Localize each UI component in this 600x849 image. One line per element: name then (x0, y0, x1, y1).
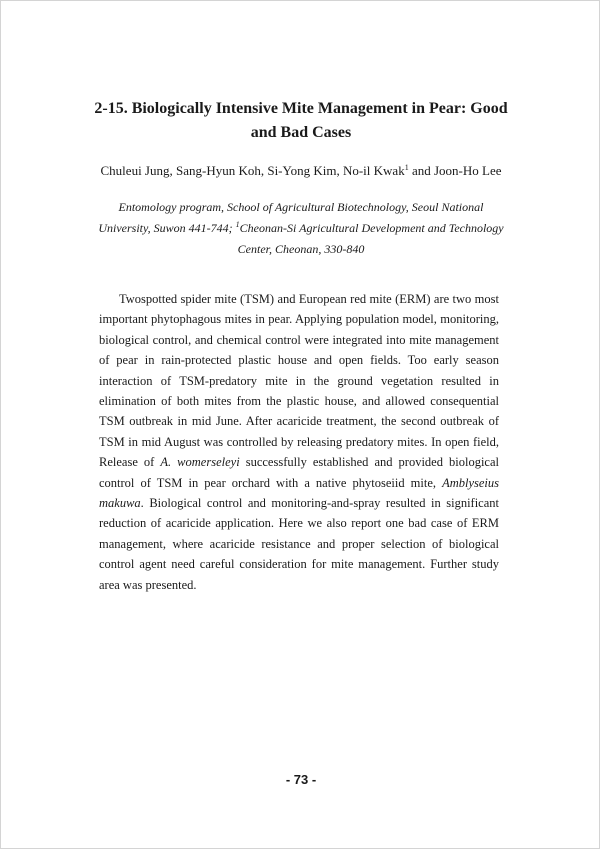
species-name-2: Amblyseius makuwa (99, 475, 499, 511)
author-names: Chuleui Jung, Sang-Hyun Koh, Si-Yong Kim, No-il Kwak (100, 163, 405, 178)
affiliation-line-2 (91, 218, 511, 239)
abstract-text-3: . Biological control and monitoring-and-spray resulted in significant reduction of acaricide application. Here we also report one bad case of ERM management, where acaricide resistance and proper selection of biological control agent need careful consideration for mite management. Further study area was presented. (99, 496, 499, 592)
author-list (61, 161, 541, 181)
author-affiliation-marker: 1 (404, 163, 409, 172)
affiliation (91, 197, 511, 260)
abstract-text-2: successfully established and provided biological control of TSM in pear orchard with a native phytoseiid mite, (99, 455, 500, 490)
paper-title (61, 97, 541, 145)
affiliation-line-1: Entomology program, School of Agricultural Biotechnology, Seoul National (118, 200, 484, 214)
page-number: - 73 - (285, 772, 317, 787)
affiliation-line-2-a: University, Suwon 441-744; (98, 221, 236, 235)
affiliation-marker: 1 (235, 220, 240, 229)
abstract-paragraph (99, 289, 499, 595)
abstract-text-1: Twospotted spider mite (TSM) and European red mite (ERM) are two most important phytophagous mites in pear. Applying population model, monitoring, biological control, and chemical control were integrated into mite management of pear in rain-protected plastic house and open fields. Too early season interaction of TSM-predatory mite in the ground vegetation resulted in elimination of both mites from the plastic house, and allowed consequential TSM outbreak in mid June. After acaricide treatment, the second outbreak of TSM in mid August was controlled by releasing predatory mites. In open field, Release of (99, 292, 499, 470)
affiliation-line-2-b: Cheonan-Si Agricultural Development and Technology (239, 221, 504, 235)
paper-title-line-1: 2-15. Biologically Intensive Mite Management in Pear: Good (94, 100, 508, 117)
author-last: and Joon-Ho Lee (408, 163, 502, 178)
paper-title-line-2: and Bad Cases (250, 124, 352, 141)
species-name-1: A. womerseleyi (160, 455, 240, 470)
affiliation-line-3: Center, Cheonan, 330-840 (237, 242, 365, 256)
